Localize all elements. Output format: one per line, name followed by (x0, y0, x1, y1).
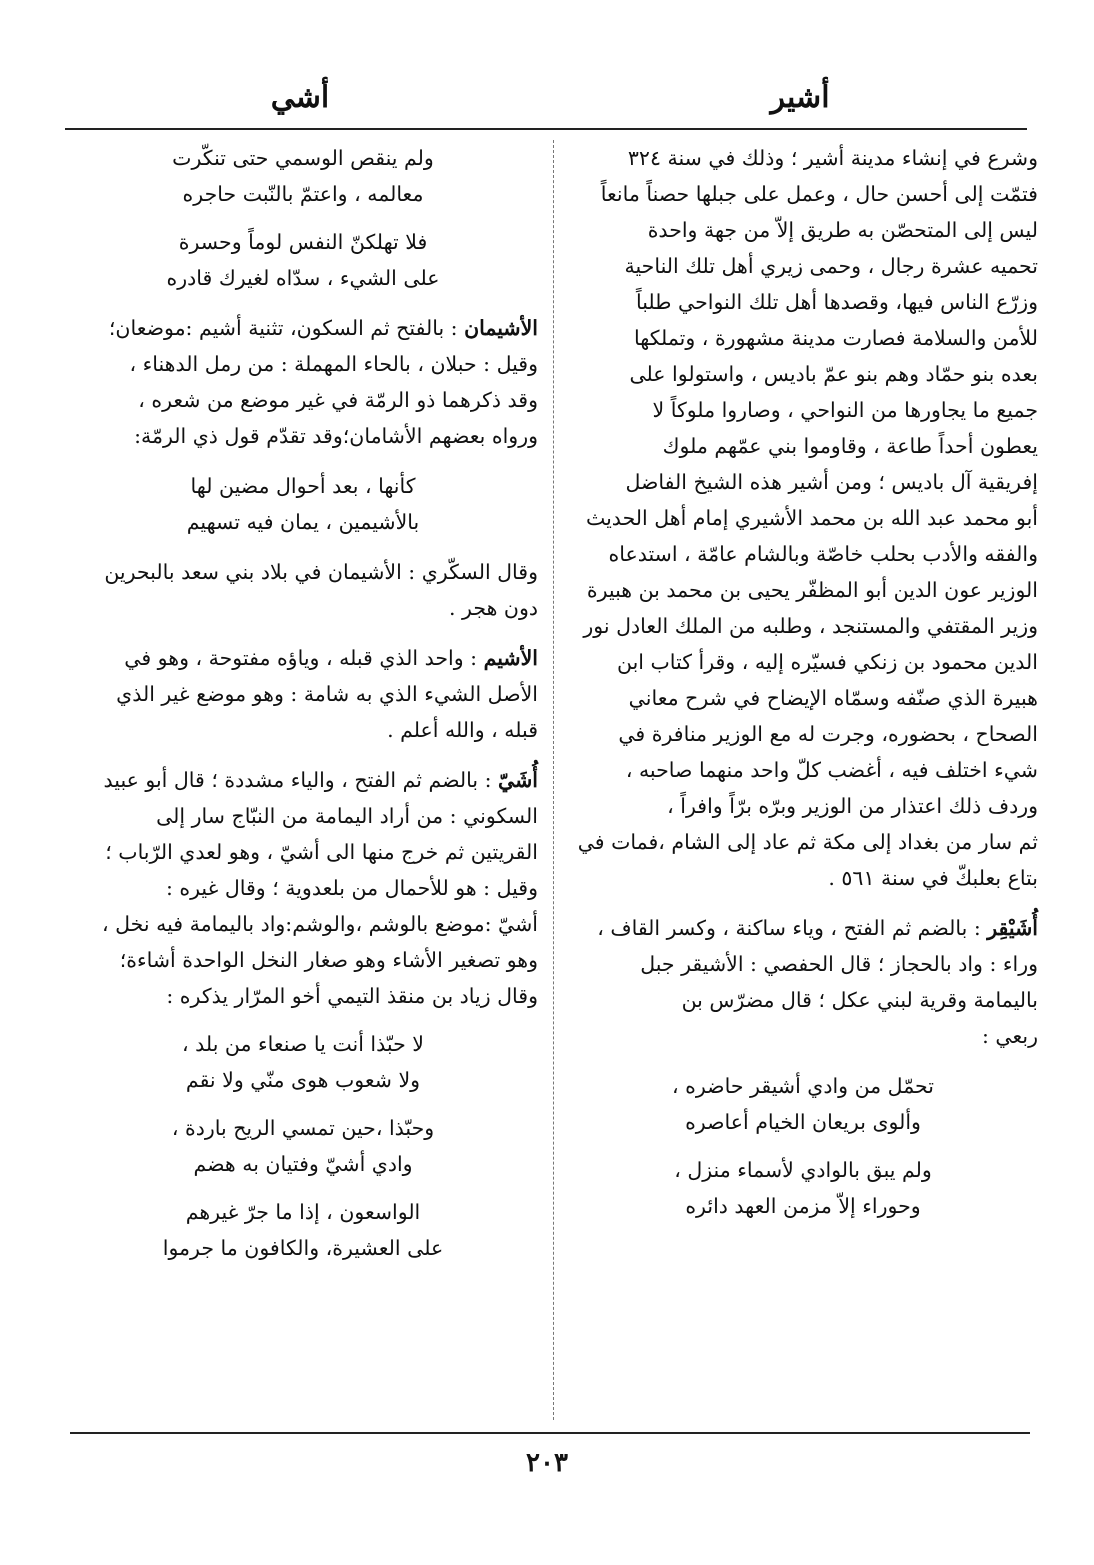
verse-line: على العشيرة، والكافون ما جرموا (162, 1236, 444, 1260)
verse-line: وألوى بريعان الخيام أعاصره (685, 1110, 921, 1134)
text-line: إفريقية آل باديس ؛ ومن أشير هذه الشيخ الفاضل (625, 470, 1038, 494)
entry-ashyam (68, 640, 538, 748)
verse-line: تحمّل من وادي أشيقر حاضره ، (672, 1074, 934, 1098)
spacer (68, 540, 538, 554)
verse-block (68, 140, 538, 212)
text-line: ليس إلى المتحصّن به طريق إلاّ من جهة واحدة (647, 218, 1038, 242)
text-line: والفقه والأدب بحلب خاصّة وبالشام عامّة ، استدعاه (608, 542, 1038, 566)
verse-line: لا حبّذا أنت يا صنعاء من بلد ، (182, 1032, 424, 1056)
entry-first-line (68, 762, 538, 798)
verse-line: معالمه ، واعتمّ بالنّبت حاجره (182, 182, 424, 206)
headword: أُشَيّ (498, 768, 538, 792)
right-column (568, 140, 1038, 1224)
text-line: وقيل : هو للأحمال من بلعدوية ؛ وقال غيره : (165, 876, 538, 900)
entry-ushayy (68, 762, 538, 1014)
entry-first-line (68, 310, 538, 346)
spacer (68, 212, 538, 224)
verse-line: فلا تهلكنّ النفس لوماً وحسرة (178, 230, 428, 254)
verse-line: وحبّذا ،حين تمسي الريح باردة ، (171, 1116, 435, 1140)
text-line: دون هجر . (449, 596, 538, 620)
entry-text: : بالفتح ثم السكون، تثنية أشيم :موضعان؛ (108, 316, 465, 340)
text-line: يعطون أحداً طاعة ، وقاوموا بني عمّهم ملوك (662, 434, 1038, 458)
spacer (68, 1098, 538, 1110)
left-column (68, 140, 538, 1266)
entry-ashyaman (68, 310, 538, 454)
bottom-rule (70, 1432, 1030, 1434)
verse-block (68, 1110, 538, 1182)
verse-line: وادي أشيّ وفتيان به هضم (193, 1152, 413, 1176)
right-paragraph-1 (568, 140, 1038, 896)
text-line: ورواه بعضهم الأشامان؛وقد تقدّم قول ذي الرمّة: (134, 424, 538, 448)
text-line: هبيرة الذي صنّفه وسمّاه الإيضاح في شرح معاني (628, 686, 1038, 710)
text-line: وقد ذكرهما ذو الرمّة في غير موضع من شعره ، (138, 388, 538, 412)
sukkari-paragraph (68, 554, 538, 626)
text-line: السكوني : من أراد اليمامة من النبّاج سار إلى (156, 804, 538, 828)
page-number: ٢٠٣ (526, 1448, 568, 1478)
text-line: ربعي : (981, 1024, 1038, 1048)
headword: الأشيم (483, 646, 538, 670)
text-line: فتمّت إلى أحسن حال ، وعمل على جبلها حصناً مانعاً (600, 182, 1038, 206)
spacer (68, 748, 538, 762)
text-line: وردف ذلك اعتذار من الوزير وبرّه برّاً وافراً ، (667, 794, 1038, 818)
text-line: وراء : واد بالحجاز ؛ قال الحفصي : الأشيقر جبل (640, 952, 1038, 976)
spacer (68, 296, 538, 310)
text-line: بتاع بعلبكّ في سنة ٥٦١ . (828, 866, 1038, 890)
verse-block (568, 1152, 1038, 1224)
verse-line: ولم ينقص الوسمي حتى تنكّرت (172, 146, 434, 170)
text-line: وقيل : حبلان ، بالحاء المهملة : من رمل الدهناء ، (129, 352, 538, 376)
verse-line: ولا شعوب هوى منّي ولا نقم (185, 1068, 421, 1092)
running-head-right: أشير (770, 80, 830, 115)
text-line: شيء اختلف فيه ، أغضب كلّ واحد منهما صاحبه ، (625, 758, 1038, 782)
text-line: جميع ما يجاورها من النواحي ، وصاروا ملوكاً لا (652, 398, 1038, 422)
verse-line: على الشيء ، سدّاه لغيرك قادره (166, 266, 440, 290)
text-line: الصحاح ، بحضوره، وجرت له مع الوزير منافرة في (618, 722, 1038, 746)
text-line: وزرّع الناس فيها، وقصدها أهل تلك النواحي طلباً (635, 290, 1038, 314)
headword: أُشَيْقِر (987, 916, 1038, 940)
spacer (568, 896, 1038, 910)
verse-block (68, 1194, 538, 1266)
entry-ashqir (568, 910, 1038, 1054)
verse-line: ولم يبق بالوادي لأسماء منزل ، (674, 1158, 932, 1182)
entry-first-line (68, 640, 538, 676)
verse-block (68, 224, 538, 296)
text-line: تحميه عشرة رجال ، وحمى زيري أهل تلك الناحية (624, 254, 1038, 278)
text-line: أبو محمد عبد الله بن محمد الأشيري إمام أهل الحديث (585, 506, 1038, 530)
text-line: قبله ، والله أعلم . (387, 718, 538, 742)
entry-text: : بالضم ثم الفتح ، والياء مشددة ؛ قال أبو عبيد (103, 768, 499, 792)
verse-line: الواسعون ، إذا ما جرّ غيرهم (185, 1200, 421, 1224)
spacer (568, 1054, 1038, 1068)
text-line: وزير المقتفي والمستنجد ، وطلبه من الملك العادل نور (583, 614, 1038, 638)
spacer (68, 626, 538, 640)
text-line: الوزير عون الدين أبو المظفّر يحيى بن محمد بن هبيرة (586, 578, 1038, 602)
verse-line: وحوراء إلاّ مزمن العهد دائره (685, 1194, 921, 1218)
running-head-left: أشي (270, 80, 330, 115)
headword: الأشيمان (464, 316, 538, 340)
entry-text: : واحد الذي قبله ، وياؤه مفتوحة ، وهو في (124, 646, 484, 670)
text-line: وقال زياد بن منقذ التيمي أخو المرّار يذكره : (166, 984, 538, 1008)
verse-line: بالأشيمين ، يمان فيه تسهيم (186, 510, 420, 534)
spacer (68, 454, 538, 468)
spacer (568, 1140, 1038, 1152)
text-line: باليمامة وقرية لبني عكل ؛ قال مضرّس بن (681, 988, 1038, 1012)
verse-block (68, 1026, 538, 1098)
entry-first-line (568, 910, 1038, 946)
text-line: للأمن والسلامة فصارت مدينة مشهورة ، وتملكها (634, 326, 1038, 350)
verse-block (68, 468, 538, 540)
text-line: أشيّ :موضع بالوشم ،والوشم:واد باليمامة فيه نخل ، (102, 912, 538, 936)
text-line: وشرع في إنشاء مدينة أشير ؛ وذلك في سنة ٣٢٤ (627, 146, 1038, 170)
entry-text: : بالضم ثم الفتح ، وياء ساكنة ، وكسر القاف ، (597, 916, 988, 940)
text-line: بعده بنو حمّاد وهم بنو عمّ باديس ، واستولوا على (629, 362, 1038, 386)
text-line: ثم سار من بغداد إلى مكة ثم عاد إلى الشام ،فمات في (577, 830, 1038, 854)
spacer (68, 1014, 538, 1026)
spacer (68, 1182, 538, 1194)
text-line: القريتين ثم خرج منها الى أشيّ ، وهو لعدي الرّباب ؛ (105, 840, 538, 864)
verse-line: كأنها ، بعد أحوال مضين لها (190, 474, 416, 498)
top-rule (65, 128, 1027, 130)
verse-block (568, 1068, 1038, 1140)
text-line: الدين محمود بن زنكي فسيّره إليه ، وقرأ كتاب ابن (616, 650, 1038, 674)
column-divider (553, 140, 554, 1420)
text-line: وقال السكّري : الأشيمان في بلاد بني سعد بالبحرين (104, 560, 538, 584)
text-line: وهو تصغير الأشاء وهو صغار النخل الواحدة أشاءة؛ (119, 948, 538, 972)
text-line: الأصل الشيء الذي به شامة : وهو موضع غير الذي (116, 682, 538, 706)
